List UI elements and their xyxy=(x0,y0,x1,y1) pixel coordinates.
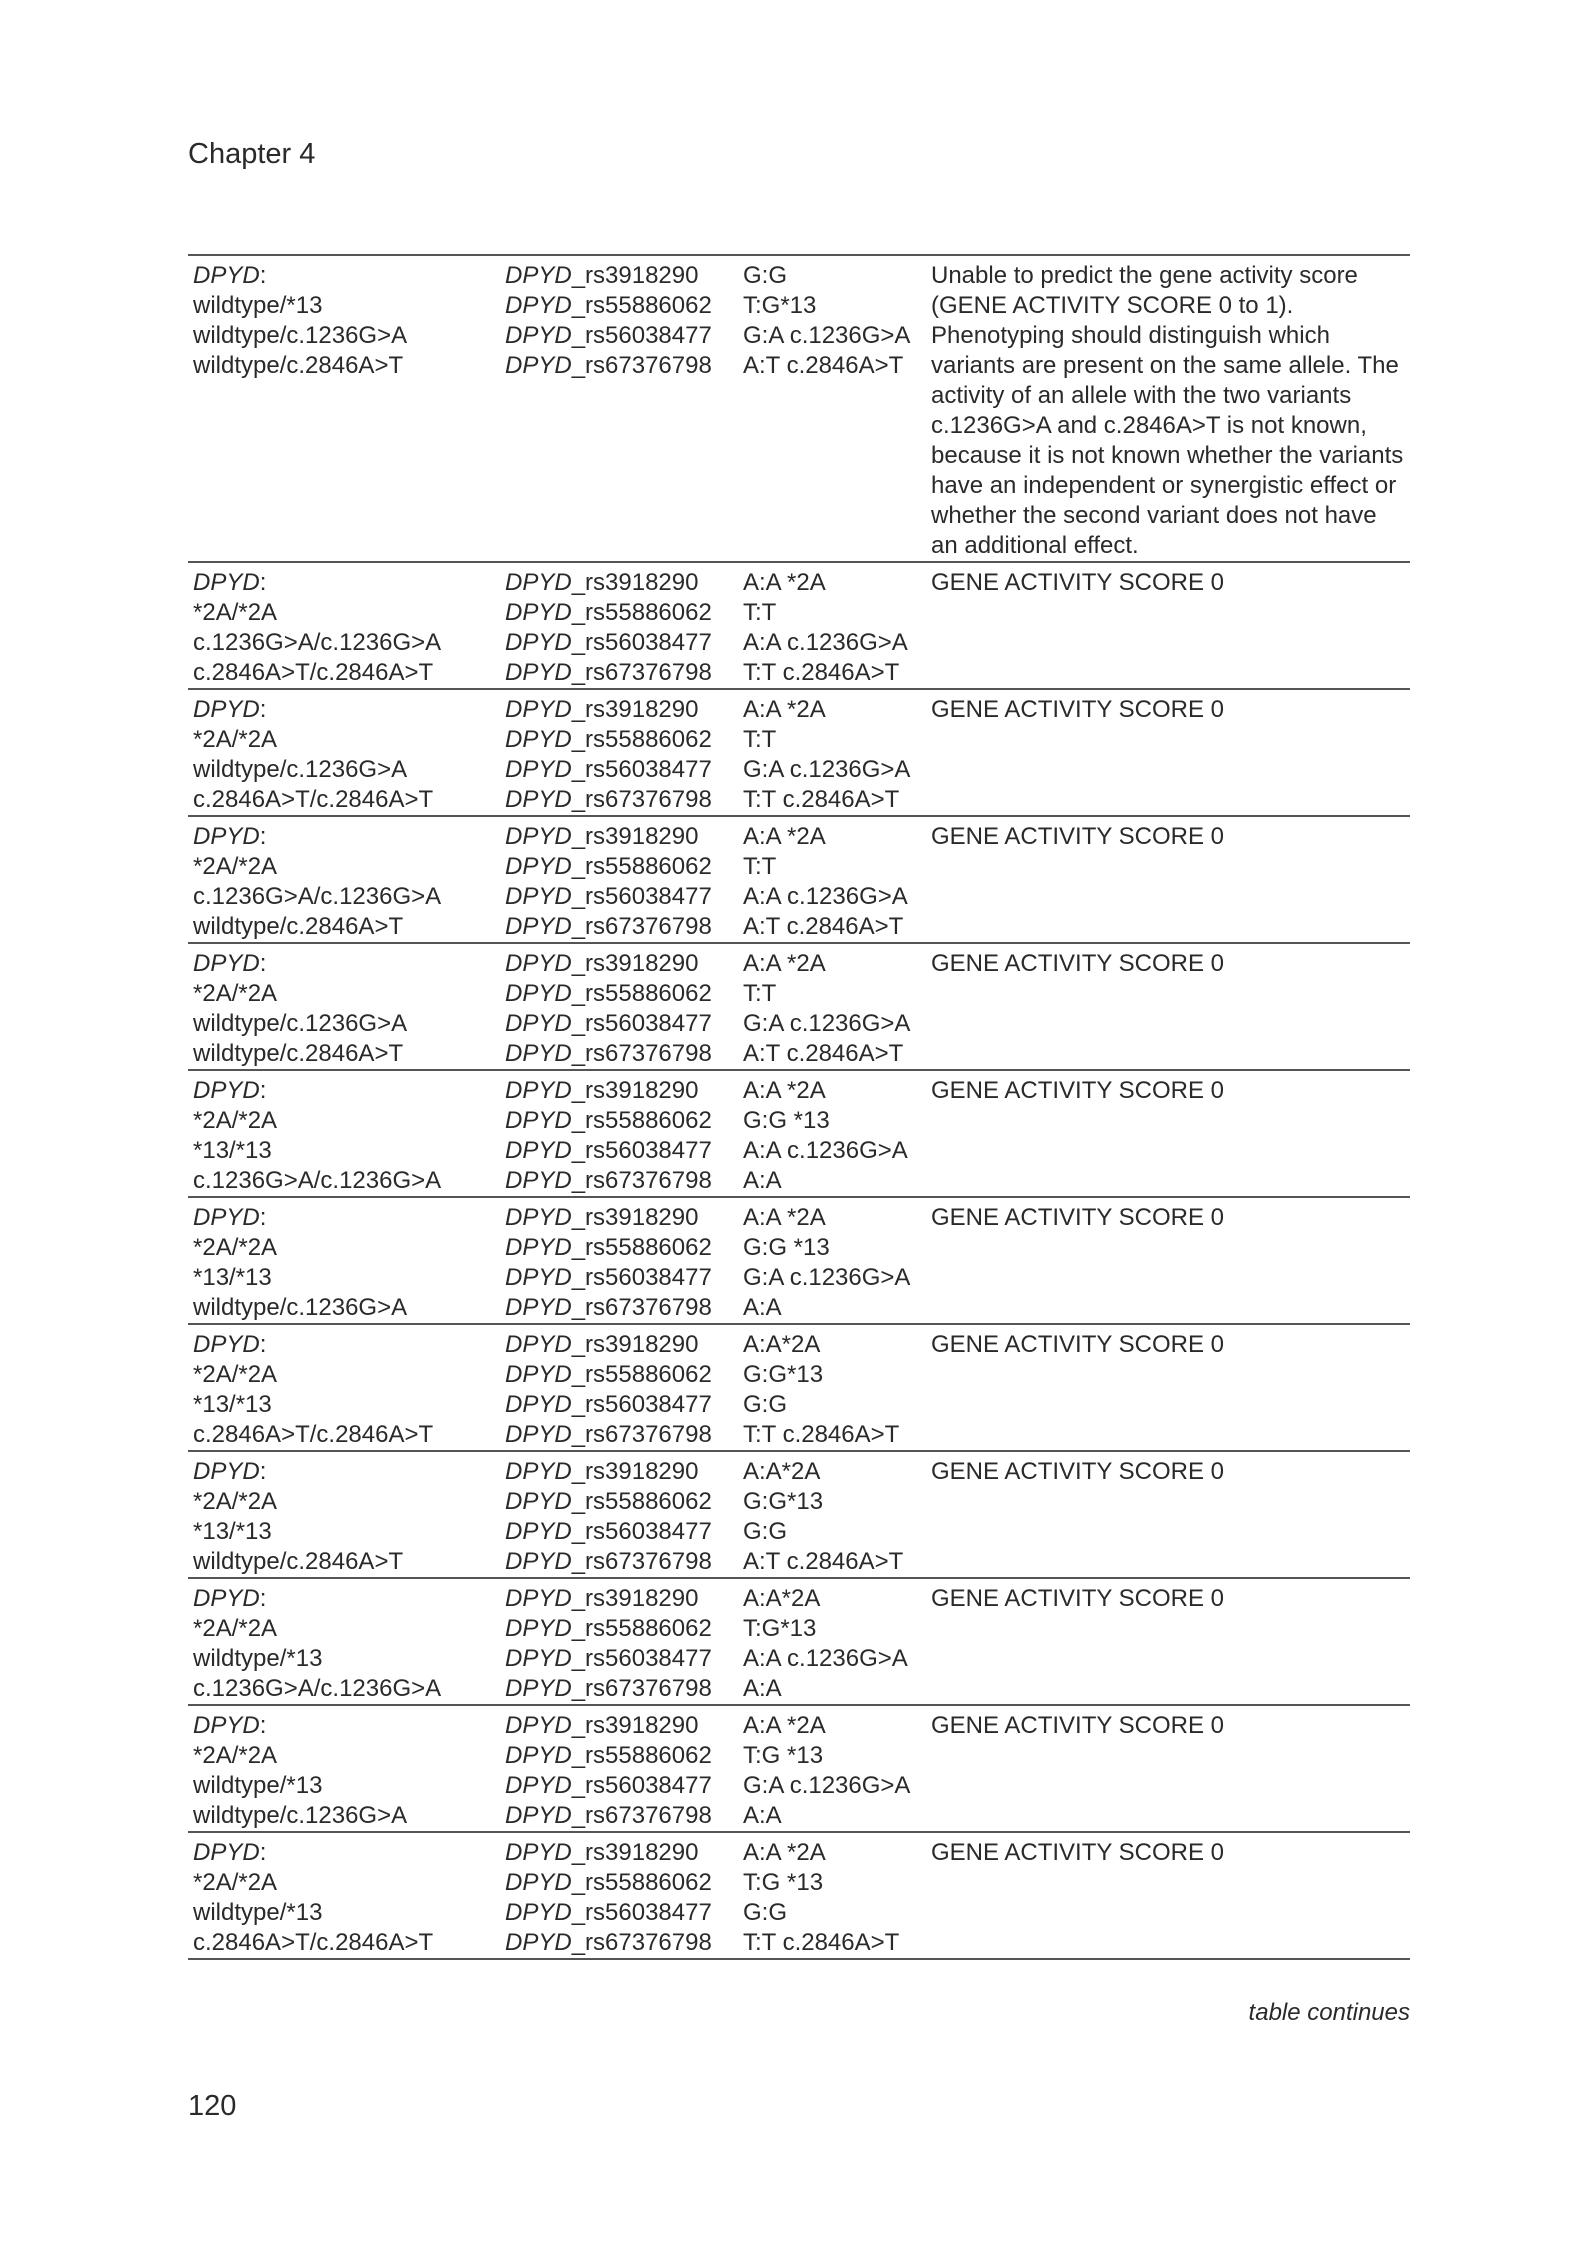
table-row xyxy=(188,1579,1410,1706)
genotype-line: *2A/*2A xyxy=(193,1234,278,1261)
variant-line: DPYD_rs56038477 xyxy=(505,1391,712,1418)
genotype-cell xyxy=(188,563,500,688)
table-row xyxy=(188,817,1410,944)
variant-line: DPYD_rs55886062 xyxy=(505,1361,712,1388)
result-line: T:T xyxy=(743,599,777,626)
interpretation-cell: GENE ACTIVITY SCORE 0 xyxy=(931,1712,1224,1739)
variant-line: DPYD_rs56038477 xyxy=(505,1772,712,1799)
table-row xyxy=(188,1833,1410,1960)
genotype-line: wildtype/*13 xyxy=(193,1645,323,1672)
genotype-line: wildtype/c.2846A>T xyxy=(193,913,404,940)
variant-line: DPYD_rs67376798 xyxy=(505,1802,712,1829)
variant-line: DPYD_rs3918290 xyxy=(505,1712,699,1739)
genotype-line: c.1236G>A/c.1236G>A xyxy=(193,1675,442,1702)
result-line: T:G*13 xyxy=(743,292,817,319)
variant-line: DPYD_rs67376798 xyxy=(505,1929,712,1956)
genotype-line: *2A/*2A xyxy=(193,599,278,626)
genotype-line: wildtype/c.1236G>A xyxy=(193,1294,408,1321)
genotype-line: c.2846A>T/c.2846A>T xyxy=(193,1929,434,1956)
variant-line: DPYD_rs3918290 xyxy=(505,1839,699,1866)
table-row xyxy=(188,1071,1410,1198)
result-line: A:A *2A xyxy=(743,696,826,723)
genotype-line: wildtype/c.1236G>A xyxy=(193,1010,408,1037)
result-line: T:T c.2846A>T xyxy=(743,1929,900,1956)
result-line: A:A *2A xyxy=(743,1204,826,1231)
gene-name: DPYD: xyxy=(193,1839,267,1866)
genotype-line: c.1236G>A/c.1236G>A xyxy=(193,1167,442,1194)
genotype-line: *2A/*2A xyxy=(193,1869,278,1896)
result-line: T:T c.2846A>T xyxy=(743,659,900,686)
result-cell xyxy=(738,1452,926,1577)
page-number: 120 xyxy=(188,2090,237,2122)
table-row xyxy=(188,1198,1410,1325)
variant-cell xyxy=(500,1325,738,1450)
variant-cell xyxy=(500,1071,738,1196)
table-row xyxy=(188,1452,1410,1579)
result-line: A:A *2A xyxy=(743,1077,826,1104)
genotype-cell xyxy=(188,1706,500,1831)
genotype-cell xyxy=(188,1579,500,1704)
variant-cell xyxy=(500,1452,738,1577)
variant-cell xyxy=(500,1706,738,1831)
genotype-line: wildtype/c.2846A>T xyxy=(193,1040,404,1067)
variant-cell xyxy=(500,563,738,688)
variant-line: DPYD_rs3918290 xyxy=(505,823,699,850)
gene-name: DPYD: xyxy=(193,950,267,977)
result-cell xyxy=(738,817,926,942)
result-line: T:T xyxy=(743,980,777,1007)
result-line: A:A c.1236G>A xyxy=(743,1137,908,1164)
result-cell xyxy=(738,1706,926,1831)
variant-line: DPYD_rs3918290 xyxy=(505,262,699,289)
genotype-line: *2A/*2A xyxy=(193,1107,278,1134)
genotype-line: wildtype/c.1236G>A xyxy=(193,322,408,349)
genotype-line: *2A/*2A xyxy=(193,1488,278,1515)
variant-line: DPYD_rs56038477 xyxy=(505,756,712,783)
variant-line: DPYD_rs3918290 xyxy=(505,1331,699,1358)
result-line: A:A xyxy=(743,1167,782,1194)
genotype-line: *13/*13 xyxy=(193,1264,272,1291)
gene-name: DPYD: xyxy=(193,1712,267,1739)
genotype-line: c.1236G>A/c.1236G>A xyxy=(193,883,442,910)
variant-line: DPYD_rs67376798 xyxy=(505,1040,712,1067)
variant-line: DPYD_rs55886062 xyxy=(505,292,712,319)
result-cell xyxy=(738,256,926,561)
genotype-line: *13/*13 xyxy=(193,1518,272,1545)
table-row xyxy=(188,1706,1410,1833)
variant-line: DPYD_rs67376798 xyxy=(505,1548,712,1575)
genotype-line: *2A/*2A xyxy=(193,1615,278,1642)
result-line: G:G xyxy=(743,262,788,289)
variant-line: DPYD_rs67376798 xyxy=(505,659,712,686)
interpretation-cell: GENE ACTIVITY SCORE 0 xyxy=(931,696,1224,723)
result-cell xyxy=(738,1833,926,1958)
variant-line: DPYD_rs56038477 xyxy=(505,1137,712,1164)
variant-line: DPYD_rs56038477 xyxy=(505,322,712,349)
variant-cell xyxy=(500,256,738,561)
variant-line: DPYD_rs56038477 xyxy=(505,1264,712,1291)
result-line: A:A c.1236G>A xyxy=(743,883,908,910)
result-line: A:A *2A xyxy=(743,823,826,850)
variant-line: DPYD_rs3918290 xyxy=(505,1585,699,1612)
result-line: G:A c.1236G>A xyxy=(743,322,911,349)
gene-name: DPYD: xyxy=(193,1204,267,1231)
result-cell xyxy=(738,1198,926,1323)
variant-line: DPYD_rs67376798 xyxy=(505,1675,712,1702)
variant-cell xyxy=(500,690,738,815)
result-line: A:T c.2846A>T xyxy=(743,1548,904,1575)
genotype-line: wildtype/*13 xyxy=(193,1899,323,1926)
genotype-table xyxy=(188,254,1410,1960)
result-line: A:A *2A xyxy=(743,1839,826,1866)
genotype-line: wildtype/*13 xyxy=(193,292,323,319)
result-cell xyxy=(738,690,926,815)
interpretation-cell: GENE ACTIVITY SCORE 0 xyxy=(931,1077,1224,1104)
genotype-line: *2A/*2A xyxy=(193,1742,278,1769)
result-cell xyxy=(738,1579,926,1704)
variant-line: DPYD_rs3918290 xyxy=(505,1204,699,1231)
genotype-line: *2A/*2A xyxy=(193,980,278,1007)
variant-line: DPYD_rs3918290 xyxy=(505,1077,699,1104)
variant-line: DPYD_rs55886062 xyxy=(505,1234,712,1261)
gene-name: DPYD: xyxy=(193,696,267,723)
interpretation-cell: GENE ACTIVITY SCORE 0 xyxy=(931,1839,1224,1866)
result-line: G:G xyxy=(743,1391,788,1418)
chapter-header: Chapter 4 xyxy=(188,138,316,170)
genotype-line: wildtype/c.2846A>T xyxy=(193,352,404,379)
result-line: T:G *13 xyxy=(743,1869,824,1896)
result-line: A:A *2A xyxy=(743,1712,826,1739)
result-line: G:A c.1236G>A xyxy=(743,1264,911,1291)
variant-line: DPYD_rs55886062 xyxy=(505,1488,712,1515)
result-line: G:A c.1236G>A xyxy=(743,756,911,783)
result-line: A:A*2A xyxy=(743,1331,821,1358)
variant-cell xyxy=(500,1579,738,1704)
genotype-line: *13/*13 xyxy=(193,1391,272,1418)
interpretation-cell: GENE ACTIVITY SCORE 0 xyxy=(931,569,1224,596)
result-line: T:T xyxy=(743,853,777,880)
result-cell xyxy=(738,1325,926,1450)
variant-line: DPYD_rs67376798 xyxy=(505,913,712,940)
result-line: T:G *13 xyxy=(743,1742,824,1769)
table-row xyxy=(188,256,1410,563)
result-line: G:G xyxy=(743,1518,788,1545)
result-line: A:A*2A xyxy=(743,1458,821,1485)
variant-line: DPYD_rs56038477 xyxy=(505,1518,712,1545)
variant-line: DPYD_rs55886062 xyxy=(505,1869,712,1896)
result-line: T:T xyxy=(743,726,777,753)
result-line: T:G*13 xyxy=(743,1615,817,1642)
genotype-line: c.2846A>T/c.2846A>T xyxy=(193,659,434,686)
genotype-line: wildtype/c.1236G>A xyxy=(193,756,408,783)
variant-cell xyxy=(500,944,738,1069)
result-line: G:G*13 xyxy=(743,1488,824,1515)
genotype-cell xyxy=(188,256,500,561)
variant-line: DPYD_rs67376798 xyxy=(505,1421,712,1448)
gene-name: DPYD: xyxy=(193,1331,267,1358)
variant-line: DPYD_rs56038477 xyxy=(505,1645,712,1672)
result-line: G:G *13 xyxy=(743,1107,830,1134)
interpretation-cell: GENE ACTIVITY SCORE 0 xyxy=(931,1458,1224,1485)
variant-line: DPYD_rs3918290 xyxy=(505,950,699,977)
variant-line: DPYD_rs67376798 xyxy=(505,352,712,379)
genotype-cell xyxy=(188,1325,500,1450)
result-line: A:A xyxy=(743,1802,782,1829)
genotype-line: *2A/*2A xyxy=(193,1361,278,1388)
variant-line: DPYD_rs67376798 xyxy=(505,786,712,813)
gene-name: DPYD: xyxy=(193,1585,267,1612)
variant-line: DPYD_rs3918290 xyxy=(505,569,699,596)
interpretation-cell: GENE ACTIVITY SCORE 0 xyxy=(931,1331,1224,1358)
genotype-line: wildtype/*13 xyxy=(193,1772,323,1799)
interpretation-cell: GENE ACTIVITY SCORE 0 xyxy=(931,950,1224,977)
genotype-line: *2A/*2A xyxy=(193,726,278,753)
genotype-line: c.2846A>T/c.2846A>T xyxy=(193,1421,434,1448)
table-row xyxy=(188,563,1410,690)
result-line: T:T c.2846A>T xyxy=(743,786,900,813)
interpretation-cell: GENE ACTIVITY SCORE 0 xyxy=(931,1204,1224,1231)
genotype-cell xyxy=(188,817,500,942)
genotype-line: *13/*13 xyxy=(193,1137,272,1164)
variant-line: DPYD_rs67376798 xyxy=(505,1167,712,1194)
result-line: G:A c.1236G>A xyxy=(743,1010,911,1037)
variant-line: DPYD_rs56038477 xyxy=(505,1010,712,1037)
genotype-line: wildtype/c.1236G>A xyxy=(193,1802,408,1829)
gene-name: DPYD: xyxy=(193,1077,267,1104)
gene-name: DPYD: xyxy=(193,1458,267,1485)
result-line: A:A *2A xyxy=(743,950,826,977)
genotype-cell xyxy=(188,1198,500,1323)
variant-cell xyxy=(500,1198,738,1323)
variant-line: DPYD_rs56038477 xyxy=(505,883,712,910)
genotype-cell xyxy=(188,690,500,815)
result-line: G:G*13 xyxy=(743,1361,824,1388)
variant-cell xyxy=(500,817,738,942)
variant-line: DPYD_rs55886062 xyxy=(505,1742,712,1769)
result-line: G:G xyxy=(743,1899,788,1926)
variant-line: DPYD_rs55886062 xyxy=(505,1107,712,1134)
genotype-cell xyxy=(188,1833,500,1958)
result-line: A:A xyxy=(743,1675,782,1702)
variant-line: DPYD_rs55886062 xyxy=(505,853,712,880)
genotype-line: c.1236G>A/c.1236G>A xyxy=(193,629,442,656)
variant-cell xyxy=(500,1833,738,1958)
table-row xyxy=(188,944,1410,1071)
result-cell xyxy=(738,944,926,1069)
gene-name: DPYD: xyxy=(193,823,267,850)
gene-name: DPYD: xyxy=(193,569,267,596)
interpretation-cell: Unable to predict the gene activity score (GENE ACTIVITY SCORE 0 to 1). Phenotyping should distinguish which variants are present on the same allele. The activity of an allele with the two variants c.1236G>A and c.2846A>T is not known, because it is not known whether the variants have an independent or synergistic effect or whether the second variant does not have an additional effect. xyxy=(931,262,1404,559)
variant-line: DPYD_rs3918290 xyxy=(505,1458,699,1485)
result-line: A:T c.2846A>T xyxy=(743,1040,904,1067)
genotype-line: *2A/*2A xyxy=(193,853,278,880)
gene-name: DPYD: xyxy=(193,262,267,289)
interpretation-cell: GENE ACTIVITY SCORE 0 xyxy=(931,823,1224,850)
result-line: A:A c.1236G>A xyxy=(743,629,908,656)
result-line: A:T c.2846A>T xyxy=(743,913,904,940)
table-row xyxy=(188,1325,1410,1452)
result-cell xyxy=(738,1071,926,1196)
interpretation-cell: GENE ACTIVITY SCORE 0 xyxy=(931,1585,1224,1612)
table-row xyxy=(188,690,1410,817)
result-line: A:T c.2846A>T xyxy=(743,352,904,379)
genotype-line: wildtype/c.2846A>T xyxy=(193,1548,404,1575)
variant-line: DPYD_rs55886062 xyxy=(505,980,712,1007)
result-line: G:A c.1236G>A xyxy=(743,1772,911,1799)
variant-line: DPYD_rs56038477 xyxy=(505,1899,712,1926)
result-cell xyxy=(738,563,926,688)
variant-line: DPYD_rs67376798 xyxy=(505,1294,712,1321)
result-line: T:T c.2846A>T xyxy=(743,1421,900,1448)
genotype-line: c.2846A>T/c.2846A>T xyxy=(193,786,434,813)
variant-line: DPYD_rs55886062 xyxy=(505,1615,712,1642)
genotype-cell xyxy=(188,944,500,1069)
result-line: G:G *13 xyxy=(743,1234,830,1261)
variant-line: DPYD_rs3918290 xyxy=(505,696,699,723)
variant-line: DPYD_rs56038477 xyxy=(505,629,712,656)
variant-line: DPYD_rs55886062 xyxy=(505,726,712,753)
genotype-cell xyxy=(188,1071,500,1196)
result-line: A:A c.1236G>A xyxy=(743,1645,908,1672)
result-line: A:A xyxy=(743,1294,782,1321)
genotype-cell xyxy=(188,1452,500,1577)
result-line: A:A *2A xyxy=(743,569,826,596)
variant-line: DPYD_rs55886062 xyxy=(505,599,712,626)
table-continues-note: table continues xyxy=(1248,1999,1410,2026)
result-line: A:A*2A xyxy=(743,1585,821,1612)
